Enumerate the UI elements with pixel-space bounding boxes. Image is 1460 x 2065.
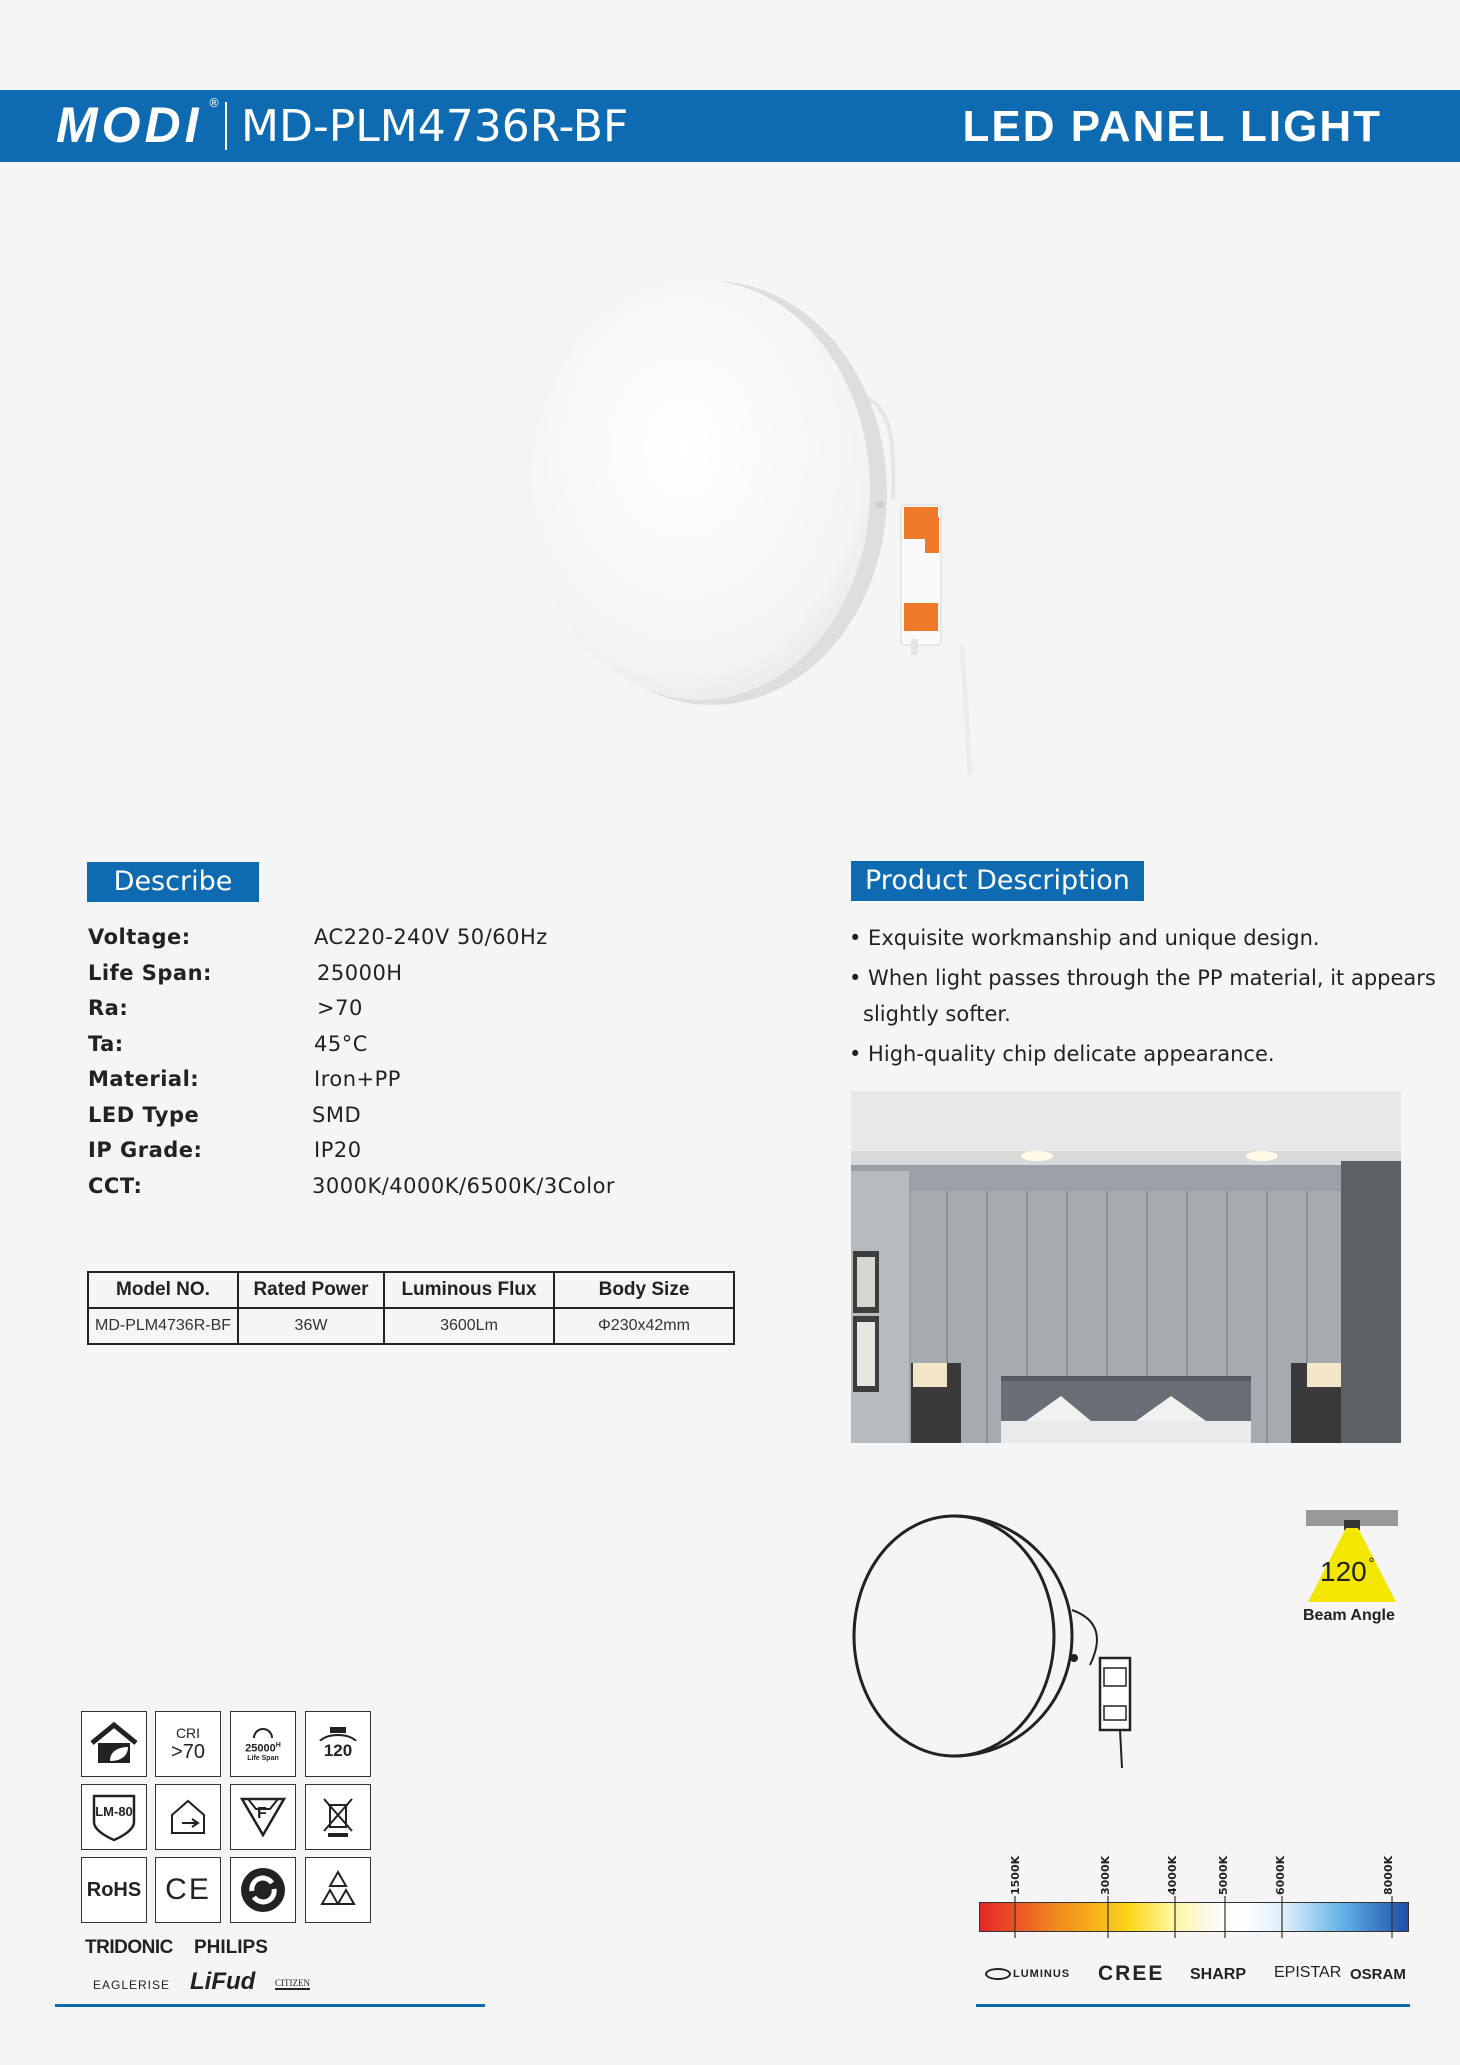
- lifespan-label: Life Span: [247, 1754, 279, 1762]
- table-header-row: [88, 1272, 734, 1308]
- table-header-size: Body Size: [554, 1272, 734, 1308]
- spec-value-lifespan: 25000H: [317, 961, 403, 985]
- cct-tick-marks: [979, 1896, 1409, 1938]
- cri-value: >70: [171, 1740, 205, 1763]
- weee-bin-icon: [305, 1784, 371, 1850]
- cct-tick-1500k: 1500K: [1009, 1855, 1022, 1895]
- lifespan-icon: [230, 1711, 296, 1777]
- rohs-label: RoHS: [86, 1878, 142, 1901]
- lifespan-value: $25000^H$: [245, 1742, 281, 1755]
- brand-sharp: SHARP: [1190, 1966, 1247, 1983]
- green-dot-icon: [230, 1857, 296, 1923]
- brand-epistar: EPISTAR: [1274, 1964, 1342, 1981]
- table-cell-model: MD-PLM4736R-BF: [88, 1308, 238, 1344]
- table-cell-size: Φ230x42mm: [554, 1308, 734, 1344]
- brand-philips: PHILIPS: [194, 1937, 268, 1958]
- cri-icon: [155, 1711, 221, 1777]
- spec-value-material: Iron+PP: [314, 1067, 401, 1091]
- table-header-power: Rated Power: [238, 1272, 384, 1308]
- header-divider: [225, 102, 227, 150]
- table-row: [88, 1308, 734, 1344]
- brand-osram: OSRAM: [1350, 1966, 1406, 1983]
- spec-value-cct: 3000K/4000K/6500K/3Color: [312, 1174, 616, 1198]
- table-header-model: Model NO.: [88, 1272, 238, 1308]
- cct-tick-5000k: 5000K: [1217, 1855, 1230, 1895]
- spec-label-ra: Ra:: [88, 996, 129, 1020]
- cct-tick-3000k: 3000K: [1099, 1855, 1112, 1895]
- table-cell-power: 36W: [238, 1308, 384, 1344]
- spec-label-led-type: LED Type: [88, 1103, 200, 1127]
- describe-heading: Describe: [87, 862, 259, 902]
- beam-angle-value: 120: [1320, 1556, 1367, 1587]
- f-mark-label: F: [257, 1805, 267, 1822]
- room-photo: [851, 1091, 1401, 1443]
- product-photo: [500, 255, 1020, 785]
- rohs-icon: [81, 1857, 147, 1923]
- f-mark-icon: [230, 1784, 296, 1850]
- model-title: MD-PLM4736R-BF: [241, 101, 629, 152]
- brand-tridonic: TRIDONIC: [85, 1937, 173, 1958]
- recycle-icon: [305, 1857, 371, 1923]
- bullet-1: • Exquisite workmanship and unique design.: [849, 926, 1320, 950]
- brand-eaglerise: EAGLERISE: [93, 1978, 171, 1992]
- registered-mark: ®: [208, 96, 220, 110]
- brand-citizen: CITIZEN: [275, 1978, 310, 1988]
- luminus-logo-icon: [985, 1968, 1011, 1980]
- product-description-heading: Product Description: [851, 861, 1144, 901]
- brand-cree: CREE: [1098, 1962, 1165, 1985]
- bullet-2-continued: slightly softer.: [863, 1002, 1011, 1026]
- beam-angle-label: Beam Angle: [1303, 1607, 1395, 1624]
- bullet-2: • When light passes through the PP material, it appears: [849, 966, 1436, 990]
- header-bar: [0, 90, 1460, 162]
- ce-label: CE: [165, 1873, 211, 1906]
- spec-label-voltage: Voltage:: [88, 925, 191, 949]
- spec-label-ip-grade: IP Grade:: [88, 1138, 203, 1162]
- cct-tick-4000k: 4000K: [1166, 1855, 1179, 1895]
- spec-value-ta: 45°C: [314, 1032, 368, 1056]
- footer-line-right: [976, 2004, 1410, 2007]
- cct-tick-6000k: 6000K: [1274, 1855, 1287, 1895]
- brand-luminus: LUMINUS: [985, 1968, 1070, 1980]
- product-type-title: LED PANEL LIGHT: [962, 102, 1382, 151]
- spec-label-material: Material:: [88, 1067, 200, 1091]
- beam-angle-icon: [305, 1711, 371, 1777]
- lm80-icon: [81, 1784, 147, 1850]
- brand-lifud: LiFud: [190, 1968, 256, 1995]
- beam-angle-icon-value: 120: [323, 1741, 353, 1760]
- spec-value-ra: >70: [317, 996, 363, 1020]
- cri-label: CRI: [175, 1724, 201, 1741]
- spec-table: [87, 1271, 735, 1345]
- cct-tick-8000k: 8000K: [1382, 1855, 1395, 1895]
- ce-mark-icon: [155, 1857, 221, 1923]
- dimmable-house-icon: [155, 1784, 221, 1850]
- footer-line-left: [55, 2004, 485, 2007]
- spec-label-lifespan: Life Span:: [88, 961, 212, 985]
- spec-label-cct: CCT:: [88, 1174, 143, 1198]
- spec-value-ip-grade: IP20: [314, 1138, 362, 1162]
- spec-label-ta: Ta:: [88, 1032, 124, 1056]
- table-cell-flux: 3600Lm: [384, 1308, 554, 1344]
- table-header-flux: Luminous Flux: [384, 1272, 554, 1308]
- indoor-home-icon: [81, 1711, 147, 1777]
- lm80-label: LM-80: [95, 1803, 133, 1819]
- technical-drawing: [850, 1510, 1160, 1780]
- spec-value-voltage: AC220-240V 50/60Hz: [314, 925, 548, 949]
- brand-logo: MODI: [56, 97, 203, 153]
- bullet-3: • High-quality chip delicate appearance.: [849, 1042, 1275, 1066]
- beam-degree-mark: °: [1368, 1556, 1375, 1572]
- spec-value-led-type: SMD: [312, 1103, 362, 1127]
